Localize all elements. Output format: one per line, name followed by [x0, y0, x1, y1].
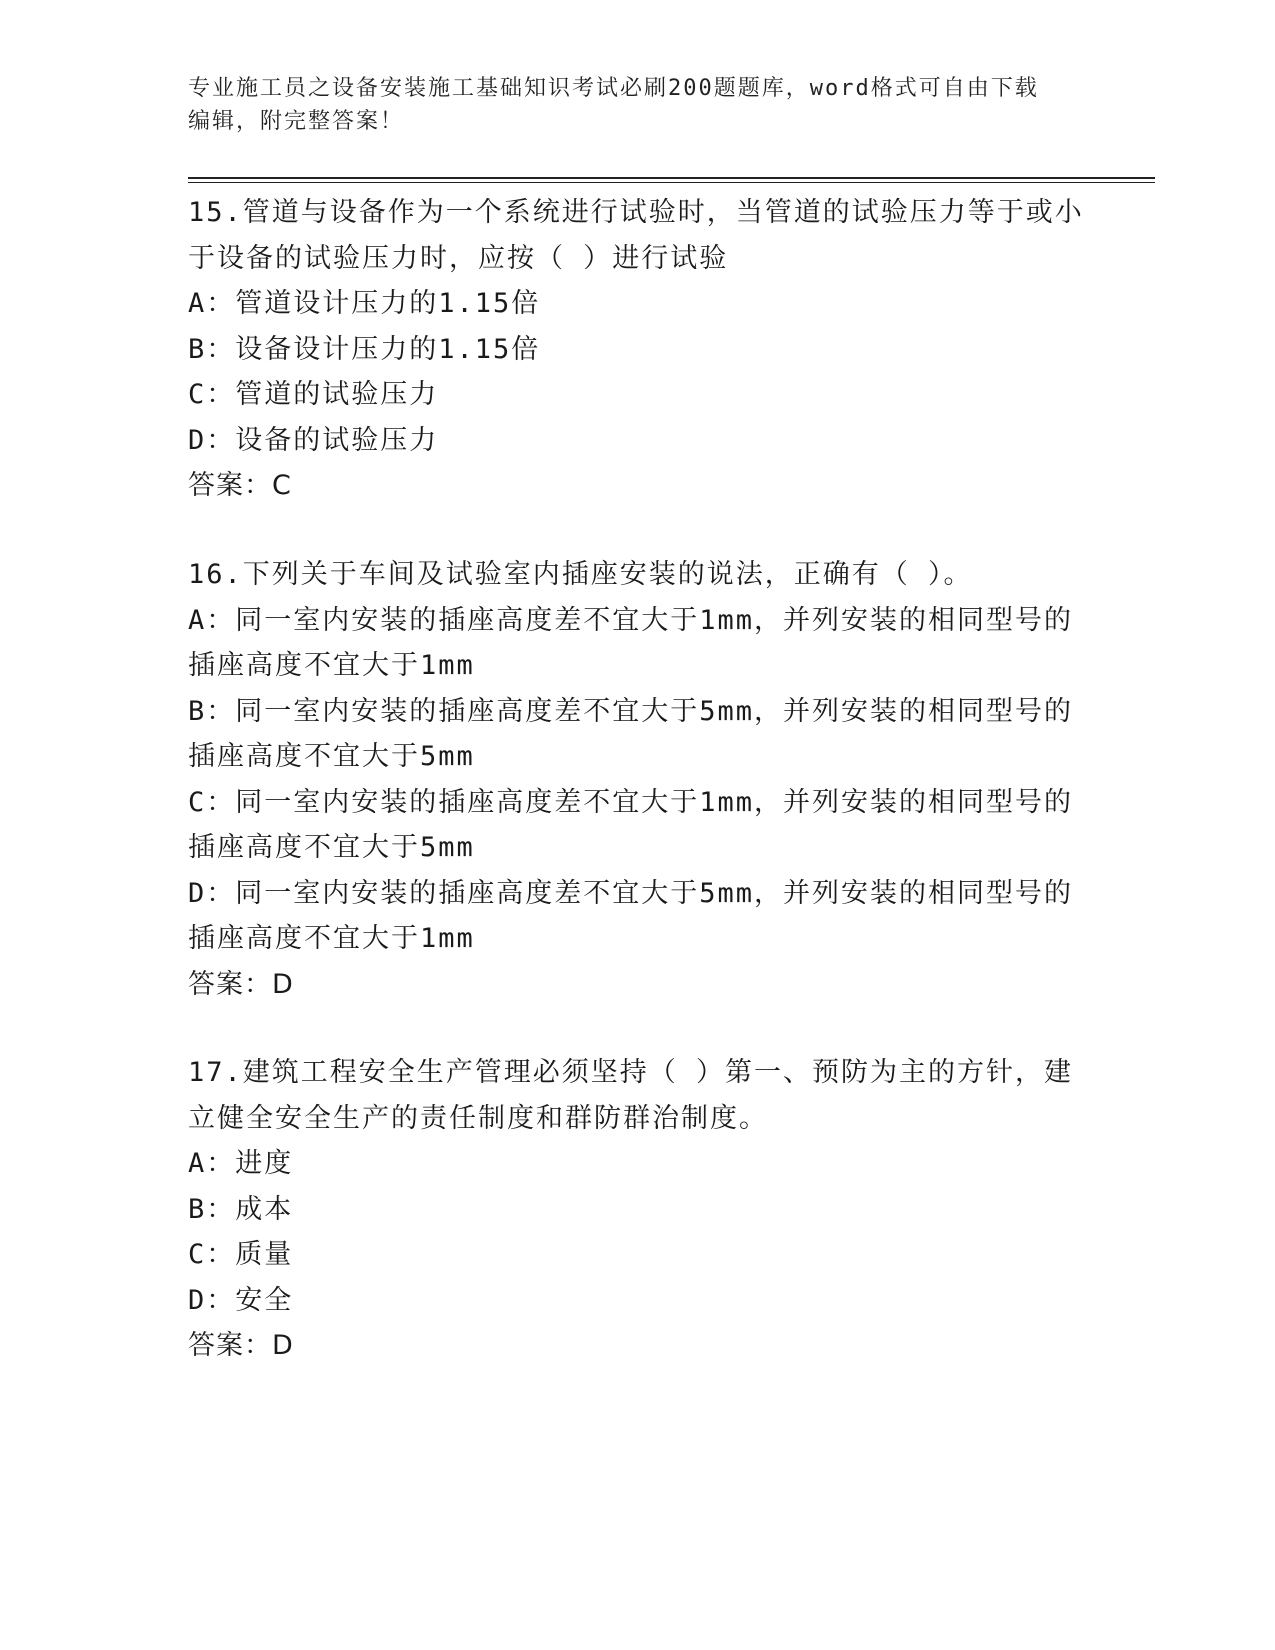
document-header: [188, 72, 1088, 138]
option-a: A：管道设计压力的1.15倍: [188, 288, 541, 319]
option-a-continued: 插座高度不宜大于1mm: [188, 650, 475, 681]
answer: 答案：C: [188, 470, 292, 501]
option-b-continued: 插座高度不宜大于5mm: [188, 741, 475, 772]
option-d: D：设备的试验压力: [188, 424, 439, 456]
option-b: B：同一室内安装的插座高度差不宜大于5mm，并列安装的相同型号的: [188, 695, 1074, 727]
question-15: [188, 190, 1088, 509]
header-divider-thick: [188, 177, 1155, 179]
option-d: D：安全: [188, 1284, 294, 1316]
answer: 答案：D: [188, 968, 294, 1000]
option-b: B：设备设计压力的1.15倍: [188, 333, 541, 365]
question-stem-line: 15.管道与设备作为一个系统进行试验时，当管道的试验压力等于或小: [188, 197, 1084, 228]
option-c: C：同一室内安装的插座高度差不宜大于1mm，并列安装的相同型号的: [188, 786, 1074, 818]
option-d: D：同一室内安装的插座高度差不宜大于5mm，并列安装的相同型号的: [188, 877, 1074, 909]
question-17: [188, 1050, 1088, 1369]
option-c-continued: 插座高度不宜大于5mm: [188, 832, 475, 863]
header-title-line-1: 专业施工员之设备安装施工基础知识考试必刷200题题库，word格式可自由下载: [188, 76, 1039, 101]
question-16: [188, 552, 1088, 1007]
option-c: C：管道的试验压力: [188, 379, 439, 410]
option-b: B：成本: [188, 1193, 294, 1225]
question-stem-line: 立健全安全生产的责任制度和群防群治制度。: [188, 1102, 768, 1134]
question-stem-line: 于设备的试验压力时，应按（ ）进行试验: [188, 242, 729, 274]
header-title-line-2: 编辑，附完整答案！: [188, 109, 405, 134]
answer: 答案：D: [188, 1330, 294, 1361]
question-stem-line: 16.下列关于车间及试验室内插座安装的说法，正确有（ ）。: [188, 559, 973, 590]
header-divider-thin: [188, 182, 1155, 183]
option-d-continued: 插座高度不宜大于1mm: [188, 923, 475, 954]
option-a: A：进度: [188, 1148, 294, 1179]
option-c: C：质量: [188, 1239, 294, 1270]
option-a: A：同一室内安装的插座高度差不宜大于1mm，并列安装的相同型号的: [188, 604, 1074, 636]
question-stem-line: 17.建筑工程安全生产管理必须坚持（ ）第一、预防为主的方针，建: [188, 1057, 1074, 1088]
